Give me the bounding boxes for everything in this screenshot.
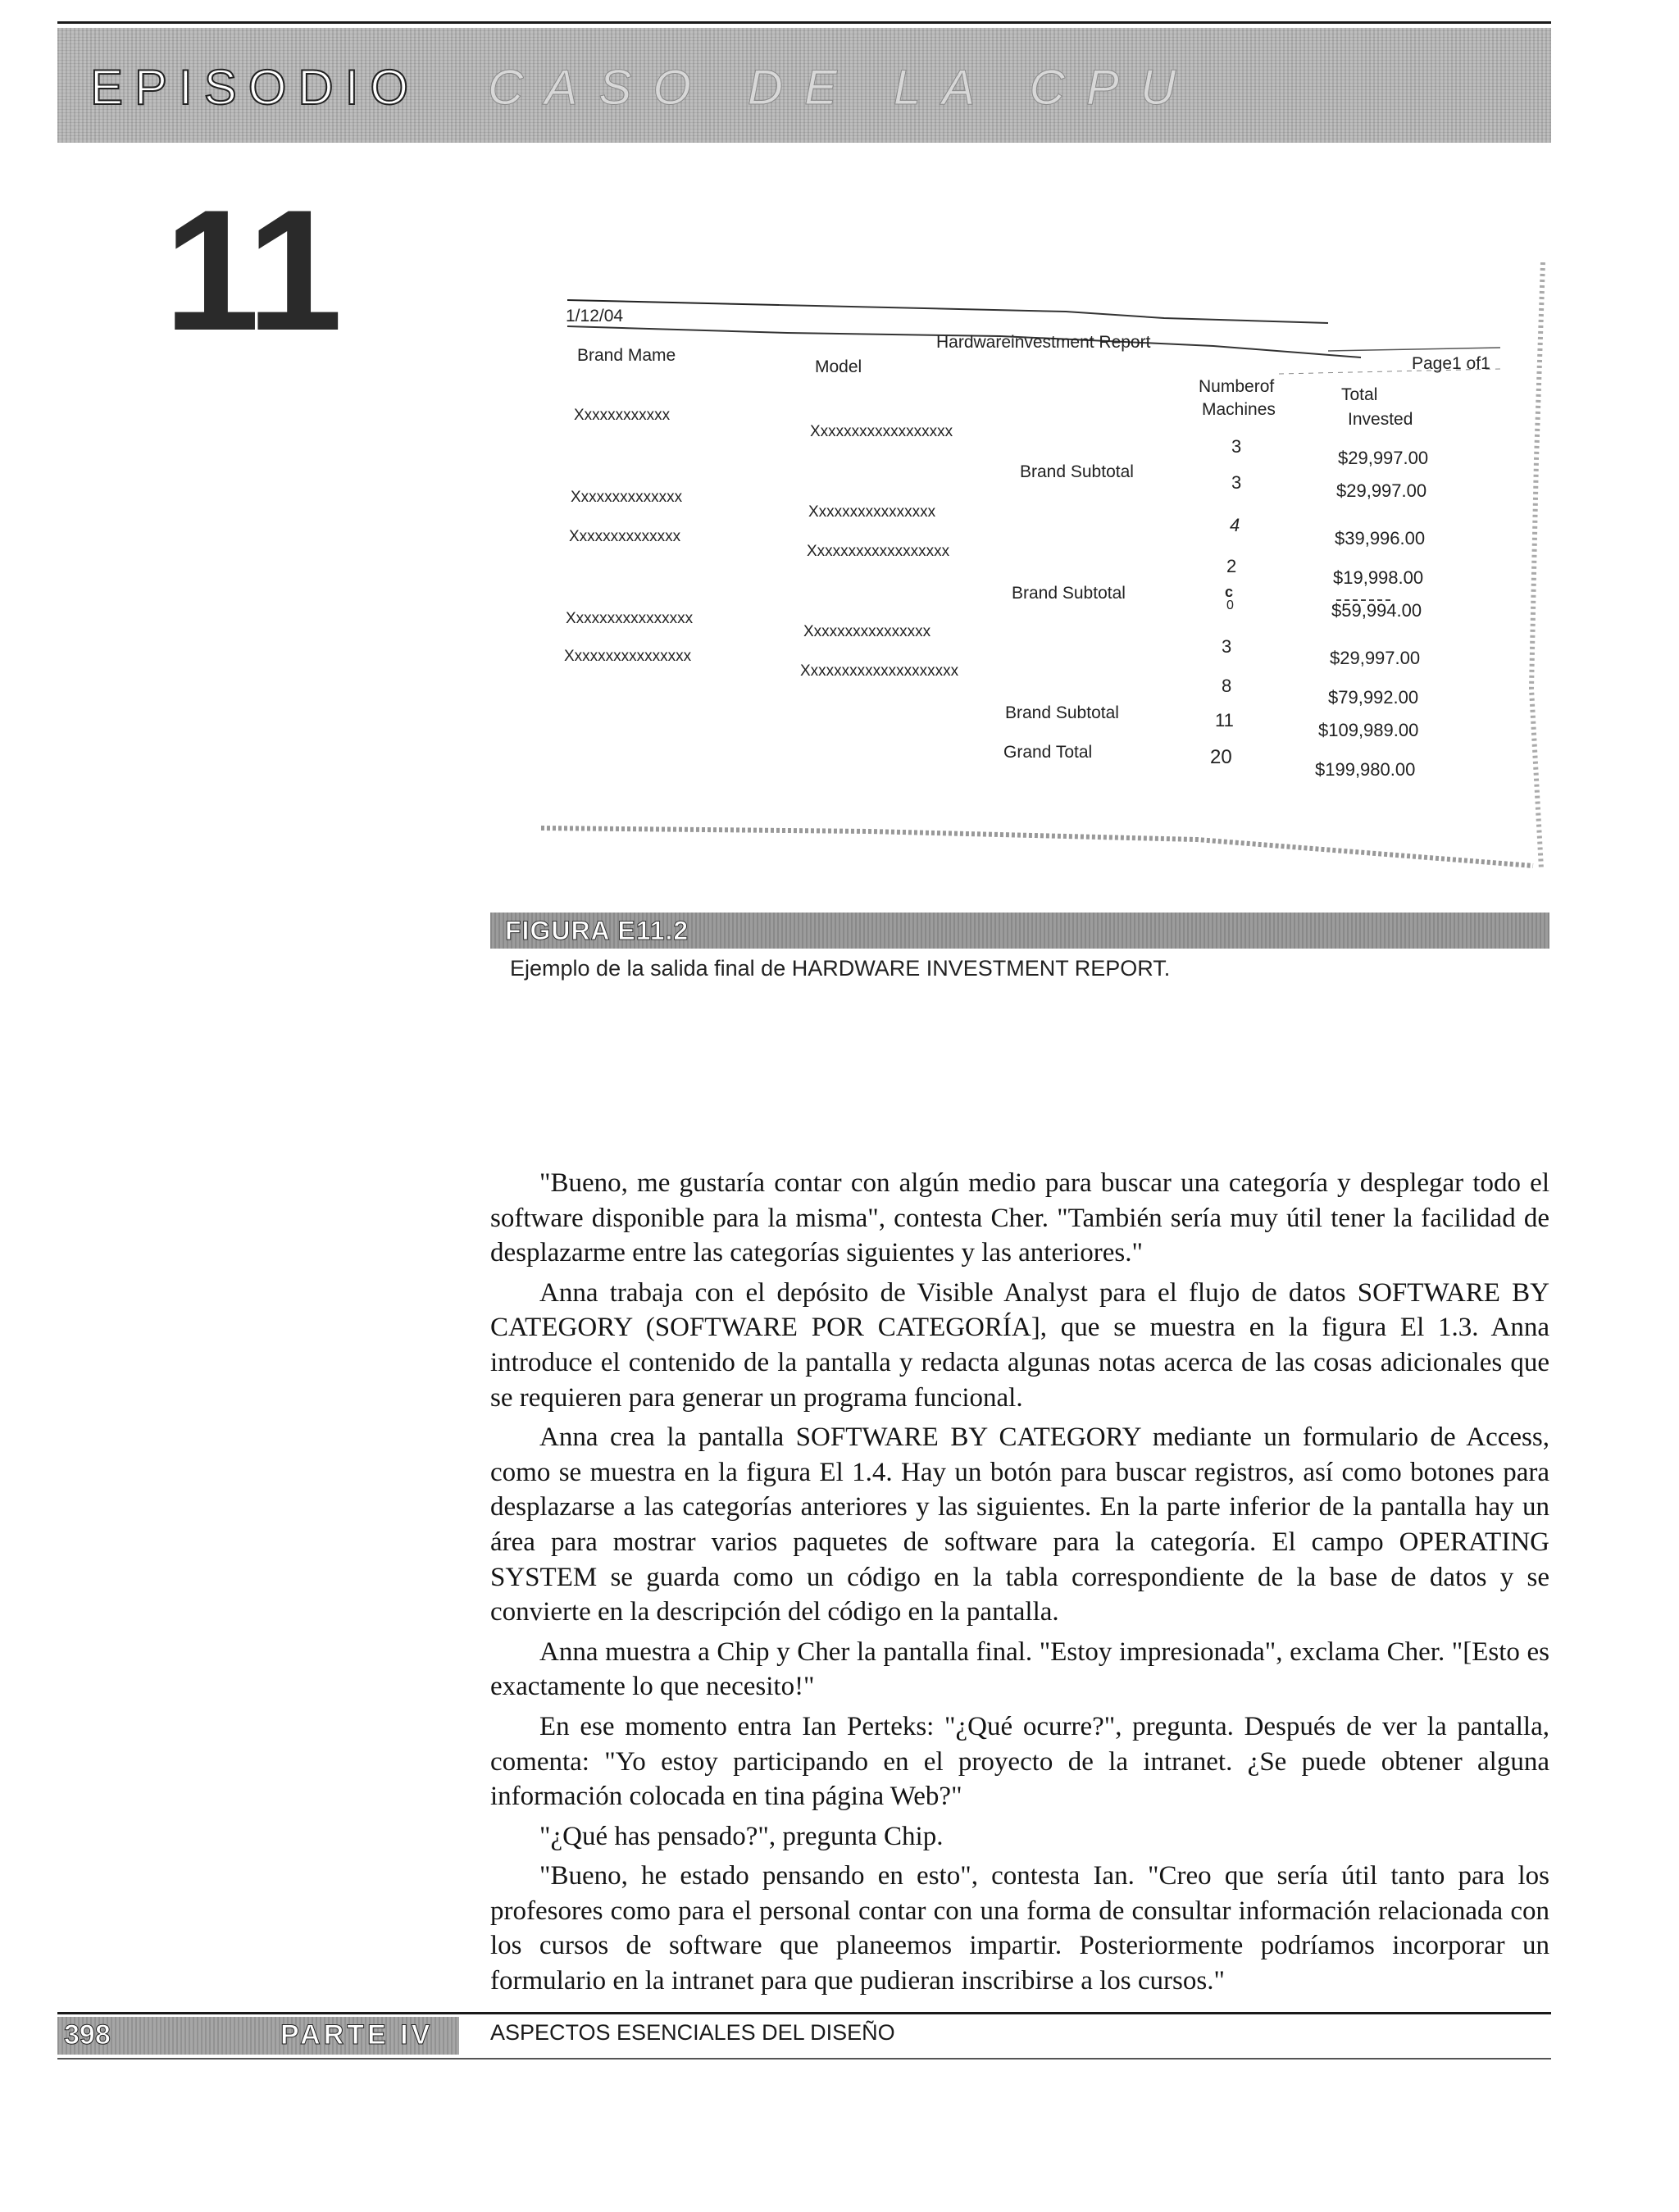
col-model: Model	[815, 357, 862, 376]
report-date: 1/12/04	[566, 307, 624, 325]
machines-value: 11	[1215, 710, 1234, 731]
model-row: Xxxxxxxxxxxxxxxx	[808, 503, 936, 521]
brand-subtotal-label: Brand Subtotal	[1012, 584, 1126, 603]
footer-bottom-rule	[57, 2058, 1551, 2060]
episode-number: 11	[164, 174, 339, 366]
figure-caption: Ejemplo de la salida final de HARDWARE INVESTMENT REPORT.	[510, 956, 1171, 981]
brand-row: Xxxxxxxxxxxxxxxx	[566, 610, 694, 627]
col-machines-l2: Machines	[1202, 400, 1276, 419]
hardware-investment-report	[541, 262, 1549, 885]
paragraph: Anna trabaja con el depósito de Visible Analyst para el flujo de datos SOFTWARE BY CATEGORY (SOFTWARE POR CATEGORÍA], que se muestra en la figura El 1.3. Anna introduce el contenido de la pantalla y redacta algunas notas acerca de las cosas adicionales que se requieren para generar un programa funcional.	[490, 1277, 1549, 1413]
chapter-header-band	[57, 28, 1551, 143]
brand-subtotal-label: Brand Subtotal	[1020, 462, 1134, 481]
body-text	[490, 1166, 1549, 2004]
total-invested-value: $79,992.00	[1328, 687, 1419, 708]
grand-total-label: Grand Total	[1003, 743, 1093, 762]
model-row: Xxxxxxxxxxxxxxxx	[803, 623, 931, 640]
case-title: CASO DE LA CPU	[488, 60, 1198, 115]
top-rule	[57, 21, 1551, 24]
brand-row: Xxxxxxxxxxxxxxxx	[564, 648, 692, 665]
page-number: 398	[64, 2019, 111, 2050]
total-invested-value: $29,997.00	[1336, 480, 1427, 501]
col-machines-l1: Numberof	[1199, 377, 1275, 396]
paragraph: En ese momento entra Ian Perteks: "¿Qué ocurre?", pregunta. Después de ver la pantalla, comenta: "Yo estoy participando en el proyecto de la intranet. ¿Se puede obtener alguna información colocada en tina página Web?"	[490, 1711, 1549, 1812]
model-row: Xxxxxxxxxxxxxxxxxxxx	[800, 662, 959, 680]
brand-row: Xxxxxxxxxxxx	[574, 407, 671, 424]
machines-value: 8	[1222, 676, 1232, 696]
machines-value: 3	[1231, 436, 1242, 457]
machines-value: c	[1225, 584, 1234, 600]
machines-value: 3	[1231, 472, 1242, 493]
part-label: PARTE IV	[280, 2019, 434, 2050]
brand-row: Xxxxxxxxxxxxxx	[571, 489, 683, 506]
report-page: Page1 of1	[1412, 354, 1490, 373]
col-total-l2: Invested	[1348, 410, 1413, 429]
paragraph: Anna crea la pantalla SOFTWARE BY CATEGORY mediante un formulario de Access, como se muestra en la figura El 1.4. Hay un botón para buscar registros, así como botones para desplazarse a las categorías anteriores y las siguientes. En la parte inferior de la pantalla hay un área para mostrar varios paquetes de software para la categoría. El campo OPERATING SYSTEM se guarda como un código en la tabla correspondiente de la base de datos y se convierte en la descripción del código en la pantalla.	[490, 1422, 1549, 1627]
report-title: Hardwareinvestment Report	[936, 333, 1151, 352]
total-invested-value: $19,998.00	[1333, 567, 1424, 588]
col-total-l1: Total	[1341, 385, 1378, 404]
paragraph: "¿Qué has pensado?", pregunta Chip.	[539, 1821, 944, 1851]
model-row: Xxxxxxxxxxxxxxxxxx	[807, 543, 950, 560]
total-invested-value: $109,989.00	[1318, 720, 1419, 740]
paragraph: "Bueno, me gustaría contar con algún medio para buscar una categoría y desplegar todo el software disponible para la misma", contesta Cher. "También sería muy útil tener la facilidad de desplazarme entre las categorías siguientes y las anteriores."	[490, 1168, 1549, 1268]
total-invested-value: $39,996.00	[1335, 528, 1426, 548]
figure-label-bar	[490, 913, 1549, 949]
model-row: Xxxxxxxxxxxxxxxxxx	[810, 423, 953, 440]
brand-subtotal-label: Brand Subtotal	[1005, 703, 1119, 722]
footer-page-band	[57, 2017, 459, 2055]
col-brand-name: Brand Mame	[577, 346, 676, 365]
paragraph: "Bueno, he estado pensando en esto", contesta Ian. "Creo que sería útil tanto para los profesores como para el personal contar con una forma de consultar información relacionada con los cursos de software que planeemos impartir. Posteriormente podríamos incorporar un formulario en la intranet para que pudieran inscribirse a los cursos."	[490, 1861, 1549, 1996]
total-invested-value: $29,997.00	[1338, 448, 1429, 468]
machines-value: 3	[1222, 636, 1232, 657]
total-invested-value: $29,997.00	[1330, 648, 1421, 668]
figure-label: FIGURA E11.2	[505, 916, 689, 945]
machines-value: 20	[1210, 746, 1232, 768]
total-invested-value: $199,980.00	[1315, 759, 1416, 780]
footer-section-title: ASPECTOS ESENCIALES DEL DISEÑO	[490, 2020, 895, 2045]
episode-label: EPISODIO	[90, 60, 421, 115]
machines-value: 4	[1230, 515, 1240, 535]
machines-value: 2	[1226, 556, 1237, 576]
paragraph: Anna muestra a Chip y Cher la pantalla final. "Estoy impresionada", exclama Cher. "[Esto es exactamente lo que necesito!"	[490, 1636, 1549, 1702]
machines-value: 0	[1226, 599, 1234, 612]
footer-rule	[57, 2012, 1551, 2014]
total-invested-value: $59,994.00	[1331, 600, 1422, 621]
brand-row: Xxxxxxxxxxxxxx	[569, 528, 681, 545]
